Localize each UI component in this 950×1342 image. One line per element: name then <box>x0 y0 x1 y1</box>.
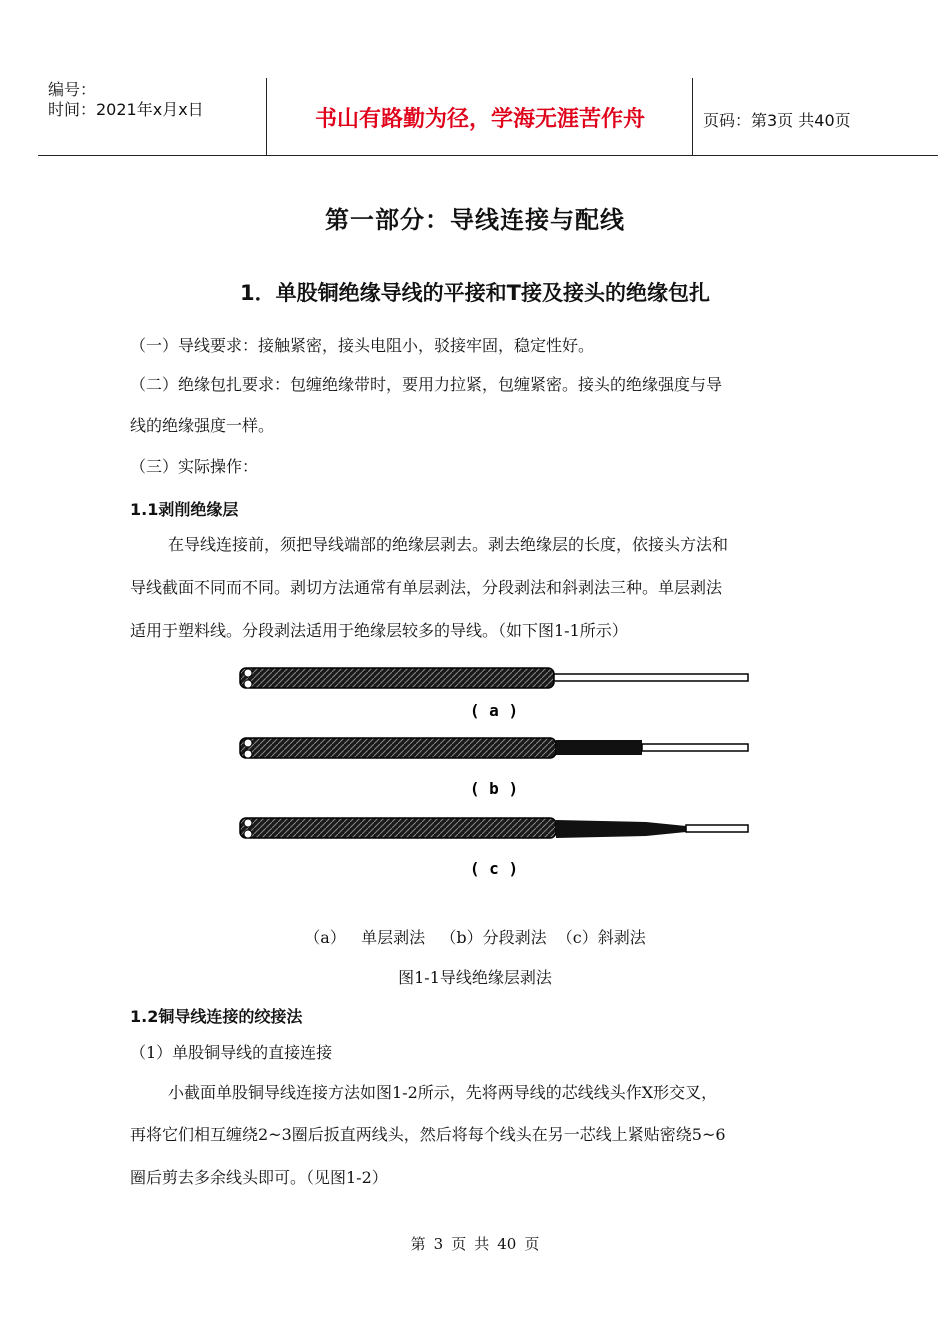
figure-caption: 图1-1导线绝缘层剥法 <box>398 968 552 987</box>
list-item: （1）单股铜导线的直接连接 <box>130 1043 333 1062</box>
wire-a <box>240 668 748 688</box>
header-divider <box>266 78 267 155</box>
footer-total-pages: 40 <box>497 1235 517 1253</box>
header-page-info: 页码：第3页 共40页 <box>703 111 851 130</box>
header-divider <box>692 78 693 155</box>
wire-b <box>240 738 748 758</box>
footer-page-number: 3 <box>433 1235 444 1253</box>
paragraph-line: 在导线连接前，须把导线端部的绝缘层剥去。剥去绝缘层的长度，依接头方法和 <box>168 535 729 554</box>
footer-gong: 共 <box>474 1235 490 1253</box>
wire-stripping-figure <box>236 660 756 880</box>
footer-di: 第 <box>410 1235 426 1253</box>
requirement-1: （一）导线要求：接触紧密，接头电阻小，驳接牢固，稳定性好。 <box>130 336 595 355</box>
figure-label-a: ( a ) <box>469 701 519 720</box>
wire-c <box>240 818 748 838</box>
header-meta <box>48 80 204 120</box>
requirement-2-line2: 线的绝缘强度一样。 <box>130 416 275 435</box>
time-label: 时间：2021年x月x日 <box>48 100 204 119</box>
footer-ye2: 页 <box>524 1235 540 1253</box>
figure-caption-items: （a） 单层剥法 （b）分段剥法 （c）斜剥法 <box>304 928 646 947</box>
paragraph-line: 导线截面不同而不同。剥切方法通常有单层剥法，分段剥法和斜剥法三种。单层剥法 <box>130 578 723 597</box>
subsection-heading: 1.1剥削绝缘层 <box>130 500 239 519</box>
paragraph-line: 适用于塑料线。分段剥法适用于绝缘层较多的导线。（如下图1-1所示） <box>130 621 628 640</box>
paragraph-line: 小截面单股铜导线连接方法如图1-2所示，先将两导线的芯线线头作X形交叉， <box>168 1083 718 1102</box>
figure-label-b: ( b ) <box>469 779 519 798</box>
page-title: 第一部分：导线连接与配线 <box>325 206 625 234</box>
requirement-3: （三）实际操作： <box>130 457 259 476</box>
page-header <box>38 78 938 156</box>
paragraph-line: 再将它们相互缠绕2~3圈后扳直两线头，然后将每个线头在另一芯线上紧贴密绕5~6 <box>130 1125 726 1144</box>
number-label: 编号： <box>48 80 97 99</box>
page-footer <box>0 1233 950 1254</box>
subsection-heading: 1.2铜导线连接的绞接法 <box>130 1007 303 1026</box>
footer-ye: 页 <box>451 1235 467 1253</box>
paragraph-line: 圈后剪去多余线头即可。（见图1-2） <box>130 1168 388 1187</box>
requirement-2-line1: （二）绝缘包扎要求：包缠绝缘带时，要用力拉紧，包缠紧密。接头的绝缘强度与导 <box>130 375 723 394</box>
figure-label-c: ( c ) <box>469 859 519 878</box>
section-title: 1．单股铜绝缘导线的平接和T接及接头的绝缘包扎 <box>240 281 710 305</box>
header-motto: 书山有路勤为径，学海无涯苦作舟 <box>314 107 645 132</box>
